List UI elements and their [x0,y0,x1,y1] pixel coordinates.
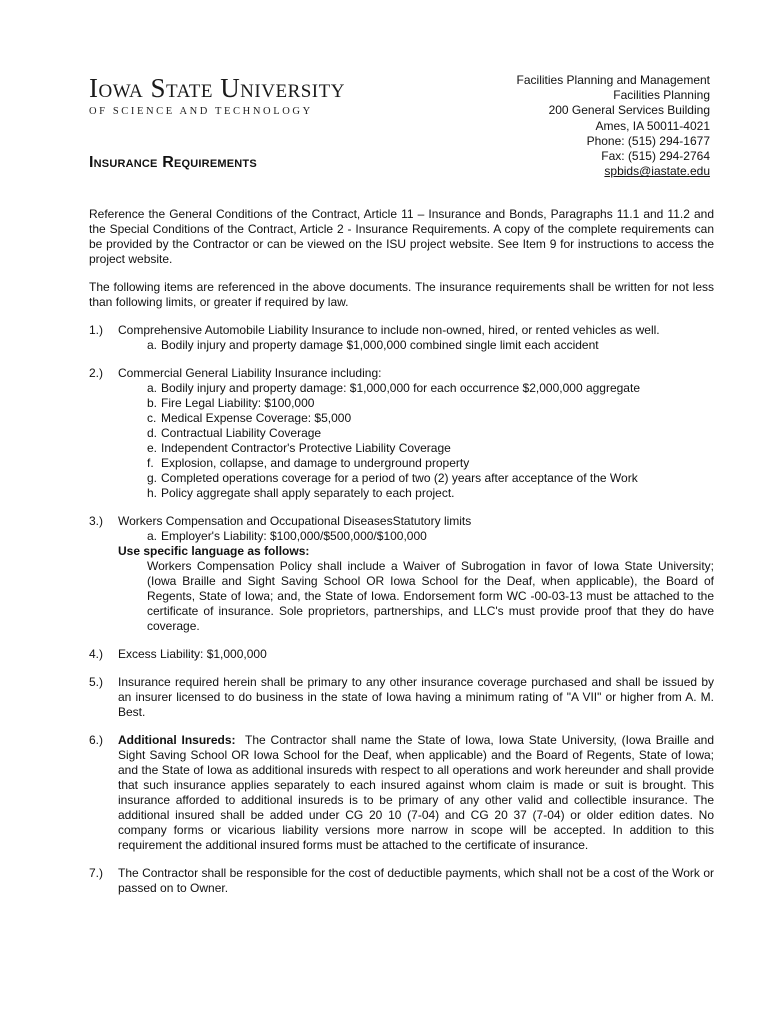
sub-list [147,529,714,544]
list-item [89,514,714,634]
item-text: The Contractor shall name the State of Iowa, Iowa State University, (Iowa Braille and Sight Saving School OR Iowa School for the Deaf, when applicable) and the Board of Regents, State of Iowa; and the State of Iowa as additional insureds with respect to all operations and work hereunder and shall provide that such insurance applies separately to each insured against whom claim is made or suit is brought. This insurance afforded to additional insureds is to be primary of any other valid and collectible insurance. The additional insured shall be added under CG 20 10 (7-04) and CG 20 37 (7-04) or older edition dates. No company forms or vicarious liability versions more narrow in scope will be accepted. In addition to this requirement the additional insured forms must be attached to the certificate of insurance. [118,733,715,852]
document-body [89,207,714,909]
sub-letter: c. [147,411,157,425]
sub-letter: h. [147,486,158,500]
university-subtitle: OF SCIENCE AND TECHNOLOGY [89,106,313,117]
sub-text: Bodily injury and property damage: $1,000,000 for each occurrence $2,000,000 aggregate [161,381,640,395]
item-number: 4.) [89,647,104,661]
sub-text: Fire Legal Liability: $100,000 [161,396,315,410]
item-number: 5.) [89,675,104,689]
intro-paragraph: The following items are referenced in the above documents. The insurance requirements shall be written for not less than following limits, or greater if required by law. [89,280,714,309]
sub-letter: d. [147,426,158,440]
sub-text: Contractual Liability Coverage [161,426,322,440]
email-link[interactable]: spbids@iastate.edu [604,164,710,179]
item-number: 3.) [89,514,104,528]
sub-letter: g. [147,471,158,485]
university-logo [89,72,345,117]
sub-text: Explosion, collapse, and damage to underground property [161,456,470,470]
department-address [517,73,710,179]
list-item [89,323,714,353]
item-text: Excess Liability: $1,000,000 [118,647,267,661]
address-line: Facilities Planning [613,88,710,103]
item-number: 1.) [89,323,104,337]
intro-paragraph: Reference the General Conditions of the Contract, Article 11 – Insurance and Bonds, Paragraphs 11.1 and 11.2 and the Special Conditions of the Contract, Article 2 - Insurance Requirements. A copy of the complete requirements can be provided by the Contractor or can be viewed on the ISU project website. See Item 9 for instructions to access the project website. [89,207,714,266]
item-number: 2.) [89,366,104,380]
sub-letter: a. [147,529,158,543]
address-line: 200 General Services Building [548,103,710,118]
sub-text: Completed operations coverage for a period of two (2) years after acceptance of the Work [161,471,638,485]
sub-text: Bodily injury and property damage $1,000,000 combined single limit each accident [161,338,599,352]
waiver-text: Workers Compensation Policy shall include a Waiver of Subrogation in favor of Iowa State University; (Iowa Braille and Sight Saving School OR Iowa School for the Deaf, when applicable), the Board of Regents, State of Iowa; and, the State of Iowa. Endorsement form WC -00-03-13 must be attached to the certificate of insurance. Sole proprietors, partnerships, and LLC's must provide proof that they do have coverage. [147,559,714,633]
phone-line: Phone: (515) 294-1677 [586,133,710,148]
list-item [89,647,714,662]
sub-text: Medical Expense Coverage: $5,000 [161,411,352,425]
university-name: Iowa State University [89,73,345,103]
language-label: Use specific language as follows: [118,544,310,558]
sub-text: Employer's Liability: $100,000/$500,000/$100,000 [161,529,427,543]
sub-list [147,338,714,353]
sub-letter: a. [147,338,158,352]
sub-letter: e. [147,441,158,455]
sub-list [147,381,714,501]
list-item [89,366,714,501]
list-item [89,675,714,720]
sub-text: Independent Contractor's Protective Liability Coverage [161,441,451,455]
list-item [89,866,714,896]
sub-letter: b. [147,396,158,410]
item-text: Comprehensive Automobile Liability Insurance to include non-owned, hired, or rented vehicles as well. [118,323,660,337]
additional-insureds-label: Additional Insureds: [118,733,236,747]
sub-text: Policy aggregate shall apply separately to each project. [161,486,455,500]
sub-letter: a. [147,381,158,395]
address-line: Facilities Planning and Management [516,73,710,87]
fax-line: Fax: (515) 294-2764 [601,149,710,164]
item-text: Insurance required herein shall be primary to any other insurance coverage purchased and shall be issued by an insurer licensed to do business in the state of Iowa having a minimum rating of "A VII" or higher from A. M. Best. [118,675,714,719]
sub-letter: f. [147,456,154,470]
item-text: Commercial General Liability Insurance including: [118,366,382,380]
address-line: Ames, IA 50011-4021 [595,118,710,133]
item-number: 6.) [89,733,104,747]
page-title: Insurance Requirements [89,154,257,171]
list-item [89,733,714,853]
item-number: 7.) [89,866,104,880]
item-text: The Contractor shall be responsible for the cost of deductible payments, which shall not be a cost of the Work or passed on to Owner. [118,866,714,895]
item-text: Workers Compensation and Occupational DiseasesStatutory limits [118,514,472,528]
